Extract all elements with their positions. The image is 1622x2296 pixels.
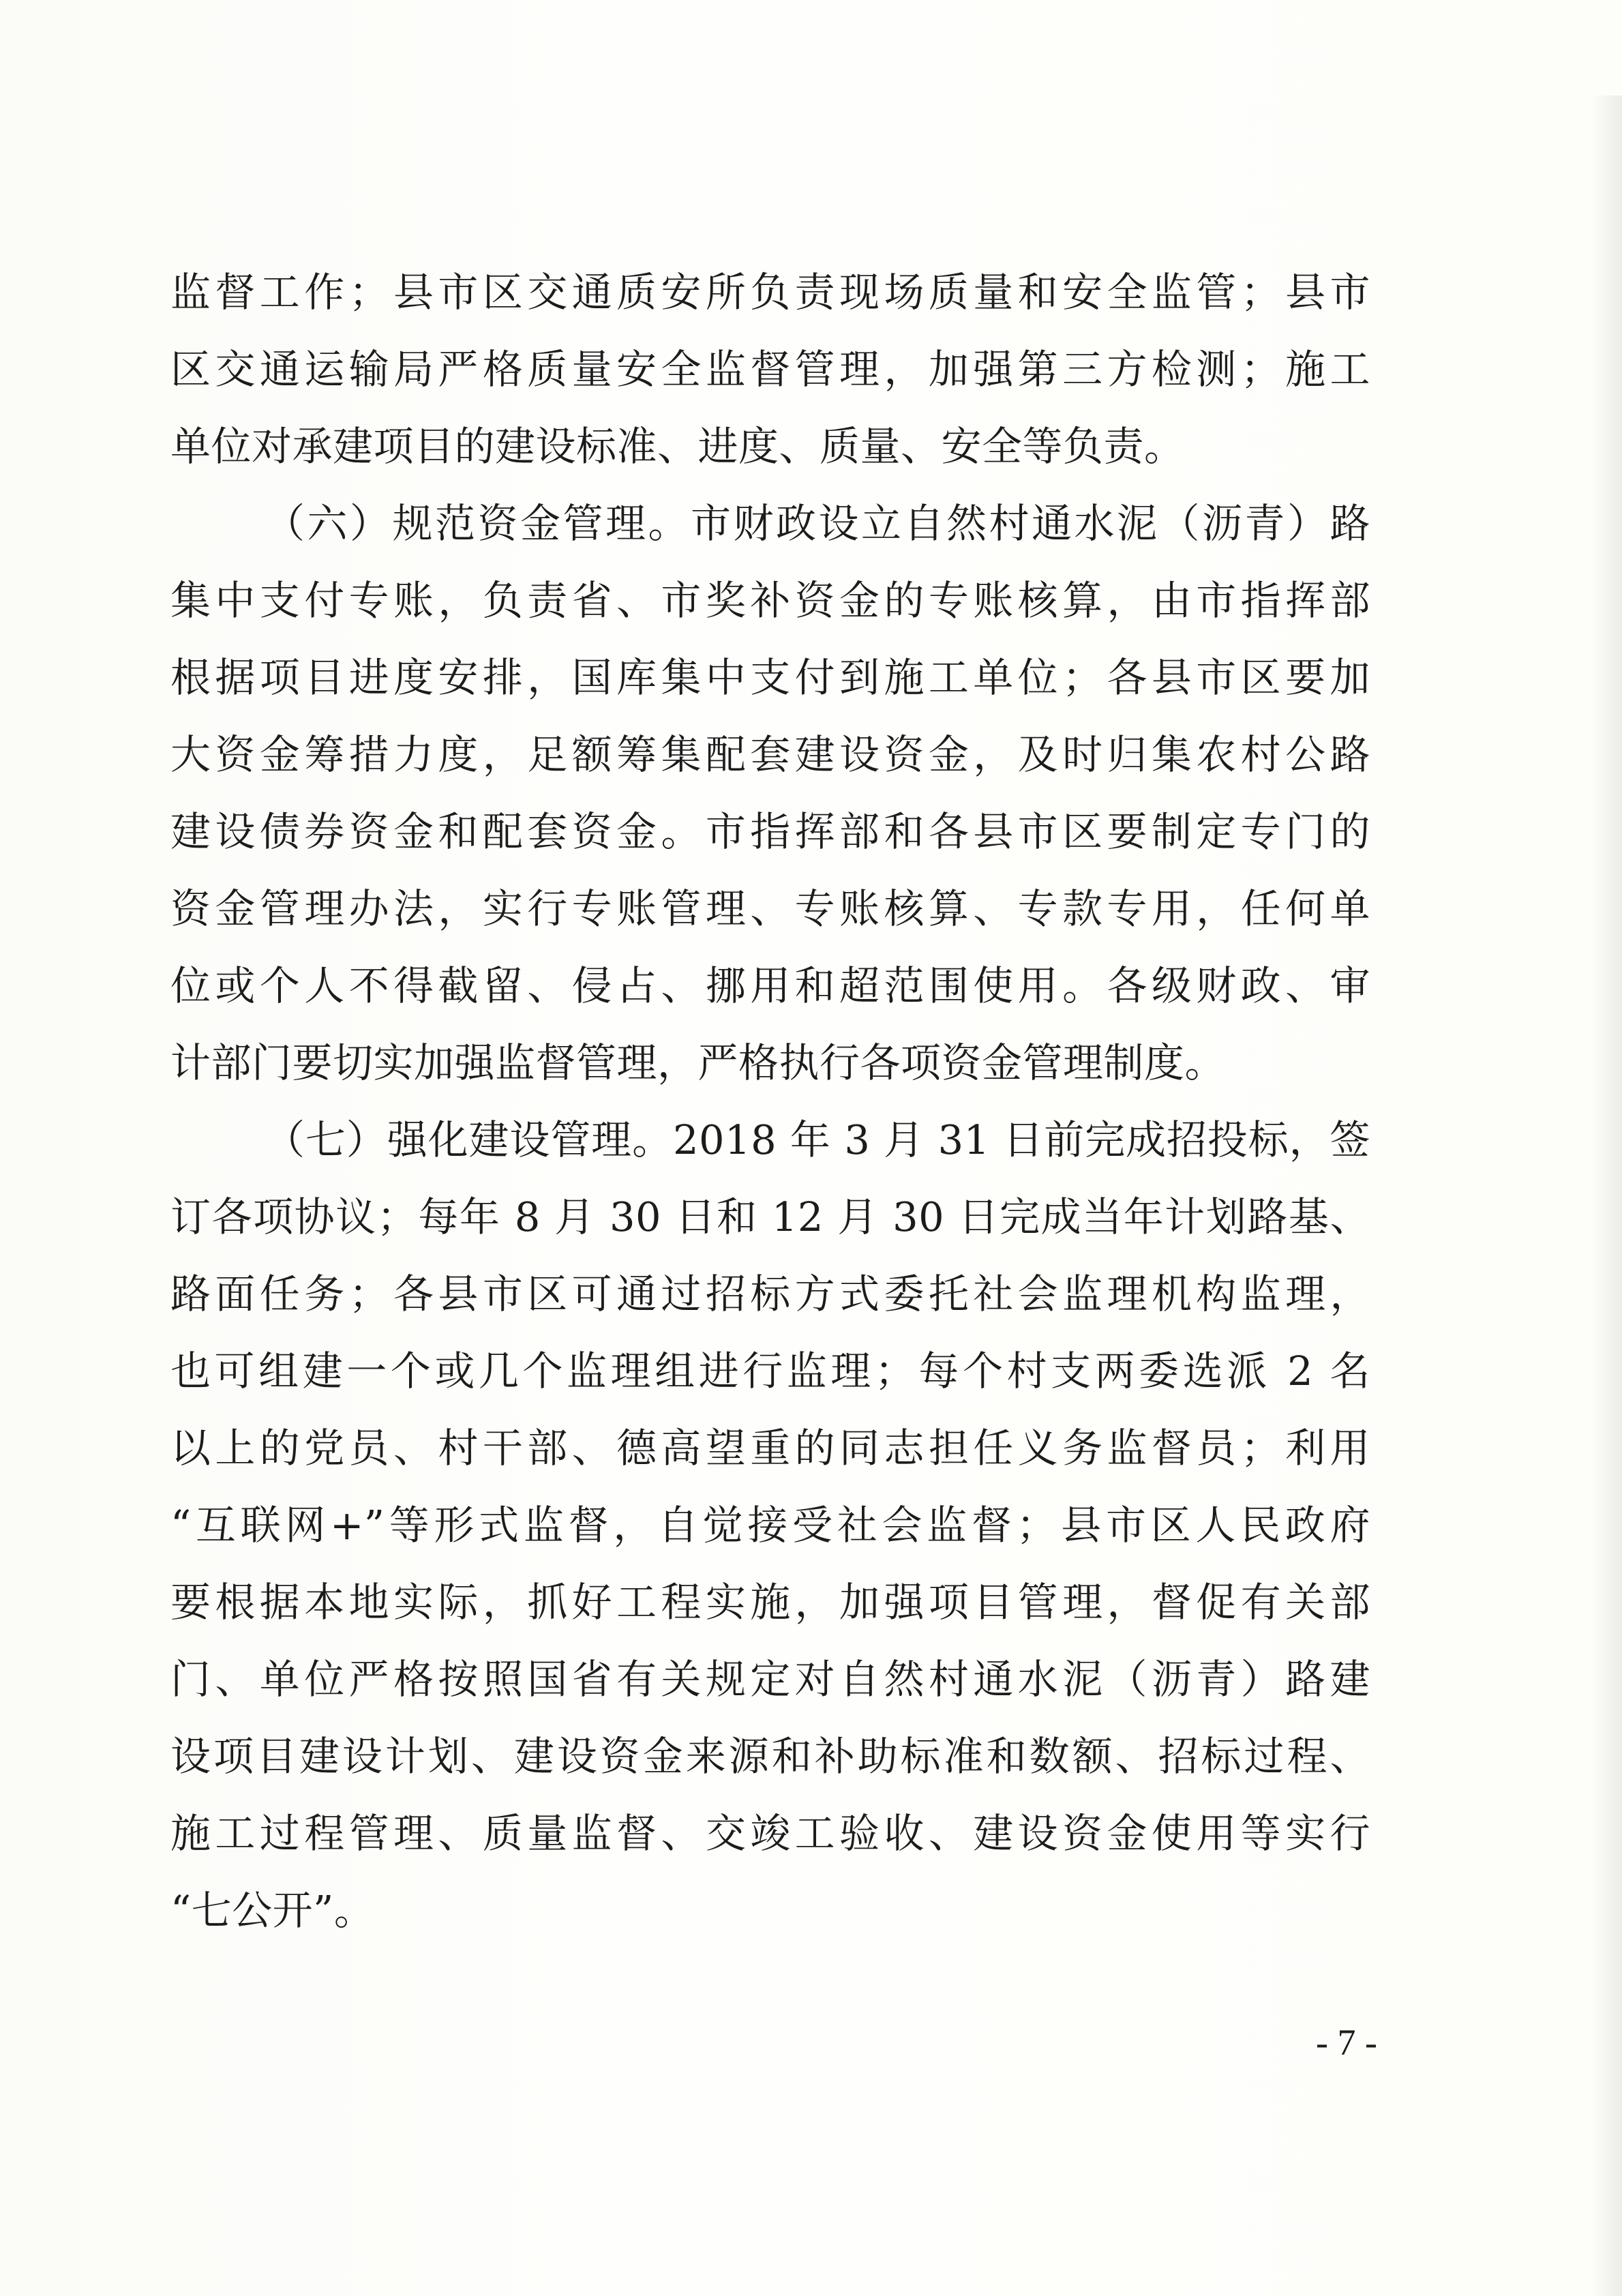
text-line: 也可组建一个或几个监理组进行监理；每个村支两委选派 2 名 [170,1347,1370,1395]
scan-edge-shadow [1591,95,1622,2296]
section-6-heading-line: （六）规范资金管理。市财政设立自然村通水泥（沥青）路 [265,500,1370,547]
text-line: 根据项目进度安排，国库集中支付到施工单位；各县市区要加 [170,654,1370,701]
text-line: 监督工作；县市区交通质安所负责现场质量和安全监管；县市 [170,269,1370,316]
text-line: 集中支付专账，负责省、市奖补资金的专账核算，由市指挥部 [170,577,1370,624]
text-line: 计部门要切实加强监督管理，严格执行各项资金管理制度。 [170,1039,1226,1086]
text-line: 大资金筹措力度，足额筹集配套建设资金，及时归集农村公路 [170,731,1370,778]
text-line: 门、单位严格按照国省有关规定对自然村通水泥（沥青）路建 [170,1656,1370,1703]
text-line: 施工过程管理、质量监督、交竣工验收、建设资金使用等实行 [170,1810,1370,1857]
text-line: 要根据本地实际，抓好工程实施，加强项目管理，督促有关部 [170,1579,1370,1626]
text-line: 位或个人不得截留、侵占、挪用和超范围使用。各级财政、审 [170,962,1370,1009]
text-line: 资金管理办法，实行专账管理、专账核算、专款专用，任何单 [170,885,1370,932]
text-line: “七公开”。 [170,1887,375,1934]
text-line: 以上的党员、村干部、德高望重的同志担任义务监督员；利用 [170,1425,1370,1472]
section-7-heading-line: （七）强化建设管理。2018 年 3 月 31 日前完成招投标，签 [265,1116,1370,1163]
text-line: 路面任务；各县市区可通过招标方式委托社会监理机构监理， [170,1270,1370,1317]
body-text [170,254,1370,1949]
text-line: “互联网+”等形式监督，自觉接受社会监督；县市区人民政府 [170,1502,1370,1549]
text-line: 区交通运输局严格质量安全监督管理，加强第三方检测；施工 [170,346,1370,393]
text-line: 建设债券资金和配套资金。市指挥部和各县市区要制定专门的 [170,808,1370,855]
text-line: 订各项协议；每年 8 月 30 日和 12 月 30 日完成当年计划路基、 [170,1193,1370,1240]
page-number: - 7 - [1316,2022,1377,2063]
text-line: 单位对承建项目的建设标准、进度、质量、安全等负责。 [170,423,1185,470]
text-line: 设项目建设计划、建设资金来源和补助标准和数额、招标过程、 [170,1733,1370,1780]
